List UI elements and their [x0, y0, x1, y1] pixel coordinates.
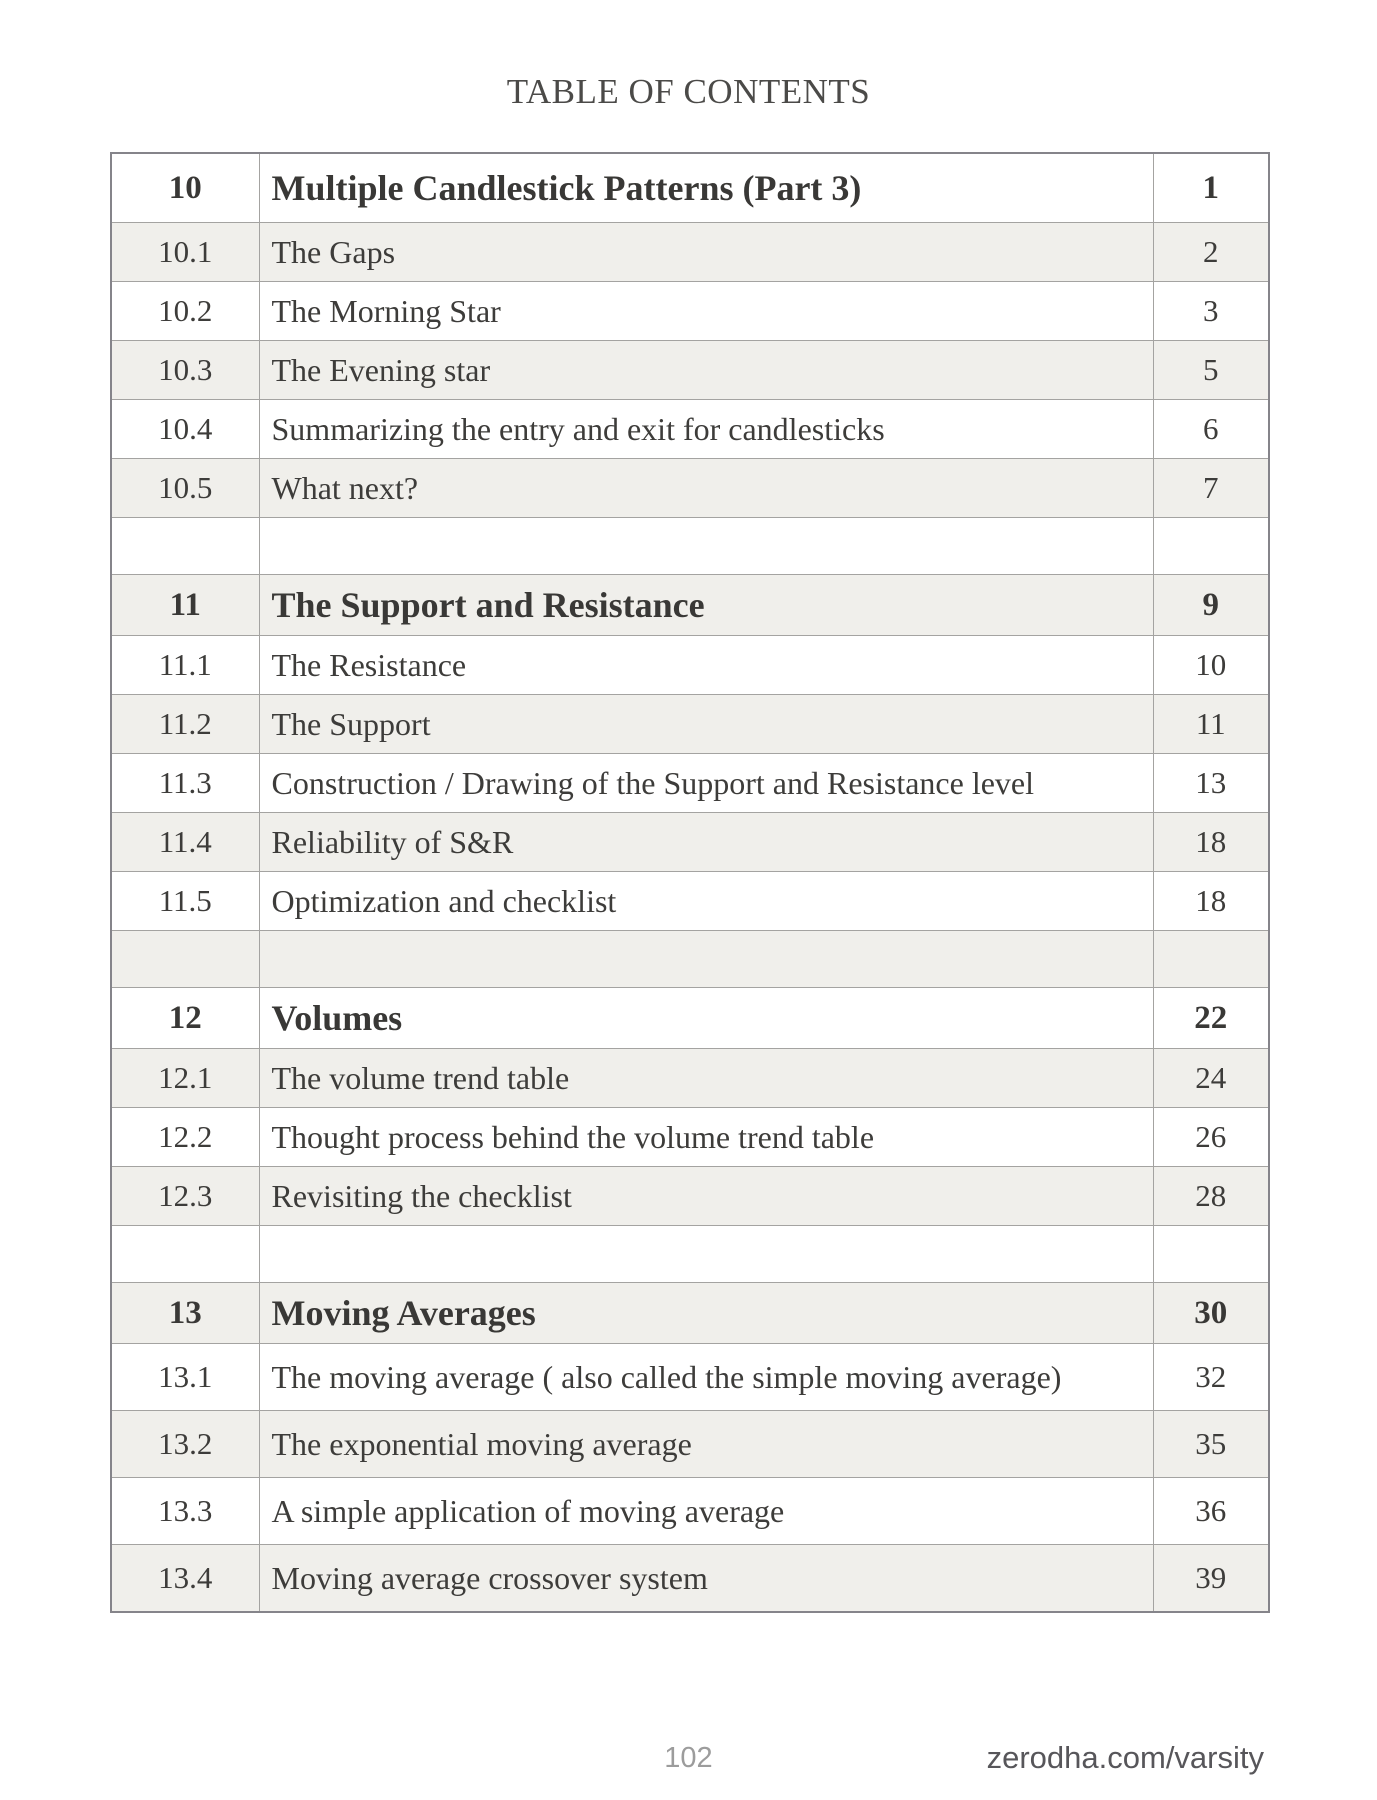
toc-chapter-title: The exponential moving average	[259, 1411, 1153, 1478]
toc-page-number: 35	[1153, 1411, 1269, 1478]
toc-chapter-number: 10.2	[111, 282, 259, 341]
toc-row-10.3	[111, 341, 1269, 400]
toc-page-number: 32	[1153, 1344, 1269, 1411]
toc-chapter-title: What next?	[259, 459, 1153, 518]
toc-page-number: 10	[1153, 636, 1269, 695]
toc-chapter-title: Construction / Drawing of the Support and Resistance level	[259, 754, 1153, 813]
toc-row-11.5	[111, 872, 1269, 931]
toc-spacer-row	[111, 518, 1269, 575]
toc-chapter-number: 12.3	[111, 1167, 259, 1226]
toc-page-number: 1	[1153, 153, 1269, 223]
toc-spacer-row	[111, 931, 1269, 988]
toc-page-number: 7	[1153, 459, 1269, 518]
toc-page-number	[1153, 931, 1269, 988]
toc-page-number: 39	[1153, 1545, 1269, 1613]
toc-row-11.4	[111, 813, 1269, 872]
toc-chapter-title: Thought process behind the volume trend table	[259, 1108, 1153, 1167]
toc-chapter-number: 12.2	[111, 1108, 259, 1167]
toc-chapter-title: The Morning Star	[259, 282, 1153, 341]
toc-page-number: 36	[1153, 1478, 1269, 1545]
toc-chapter-number: 12.1	[111, 1049, 259, 1108]
toc-row-13.4	[111, 1545, 1269, 1613]
toc-chapter-title: The Support and Resistance	[259, 575, 1153, 636]
toc-row-10.5	[111, 459, 1269, 518]
toc-page-number	[1153, 1226, 1269, 1283]
toc-table-body	[111, 153, 1269, 1612]
toc-row-12.3	[111, 1167, 1269, 1226]
toc-row-11.2	[111, 695, 1269, 754]
toc-chapter-number: 11.4	[111, 813, 259, 872]
toc-row-10.4	[111, 400, 1269, 459]
toc-chapter-number: 13.1	[111, 1344, 259, 1411]
footer-site-link[interactable]: zerodha.com/varsity	[986, 1740, 1264, 1775]
toc-chapter-number: 13.2	[111, 1411, 259, 1478]
toc-chapter-number: 10.1	[111, 223, 259, 282]
toc-page-number: 5	[1153, 341, 1269, 400]
toc-chapter-title: Optimization and checklist	[259, 872, 1153, 931]
toc-chapter-title: Moving Averages	[259, 1283, 1153, 1344]
toc-page-number: 13	[1153, 754, 1269, 813]
toc-table	[110, 152, 1270, 1613]
toc-row-10.2	[111, 282, 1269, 341]
toc-page-number: 24	[1153, 1049, 1269, 1108]
toc-page-number: 18	[1153, 813, 1269, 872]
toc-chapter-title: The moving average ( also called the simple moving average)	[259, 1344, 1153, 1411]
toc-row-10.1	[111, 223, 1269, 282]
toc-chapter-title: A simple application of moving average	[259, 1478, 1153, 1545]
toc-chapter-number	[111, 518, 259, 575]
toc-page-number: 11	[1153, 695, 1269, 754]
toc-row-10	[111, 153, 1269, 223]
toc-page-number: 22	[1153, 988, 1269, 1049]
toc-chapter-title	[259, 931, 1153, 988]
toc-chapter-title: The volume trend table	[259, 1049, 1153, 1108]
toc-row-13.3	[111, 1478, 1269, 1545]
toc-page-number	[1153, 518, 1269, 575]
toc-chapter-number: 11	[111, 575, 259, 636]
toc-page-number: 6	[1153, 400, 1269, 459]
toc-chapter-title: Multiple Candlestick Patterns (Part 3)	[259, 153, 1153, 223]
toc-chapter-number: 10.3	[111, 341, 259, 400]
toc-chapter-title	[259, 1226, 1153, 1283]
toc-chapter-number: 11.5	[111, 872, 259, 931]
toc-row-13.2	[111, 1411, 1269, 1478]
toc-chapter-number: 10.4	[111, 400, 259, 459]
toc-row-13.1	[111, 1344, 1269, 1411]
toc-row-12.1	[111, 1049, 1269, 1108]
toc-chapter-number: 11.1	[111, 636, 259, 695]
toc-chapter-title: The Resistance	[259, 636, 1153, 695]
toc-page-number: 28	[1153, 1167, 1269, 1226]
toc-page-number: 18	[1153, 872, 1269, 931]
toc-chapter-number: 10.5	[111, 459, 259, 518]
toc-row-12.2	[111, 1108, 1269, 1167]
toc-page-number: 3	[1153, 282, 1269, 341]
toc-page-number: 26	[1153, 1108, 1269, 1167]
toc-chapter-number: 11.3	[111, 754, 259, 813]
toc-row-11	[111, 575, 1269, 636]
toc-chapter-title: The Evening star	[259, 341, 1153, 400]
toc-chapter-number	[111, 1226, 259, 1283]
toc-chapter-title	[259, 518, 1153, 575]
toc-spacer-row	[111, 1226, 1269, 1283]
toc-row-11.1	[111, 636, 1269, 695]
toc-row-13	[111, 1283, 1269, 1344]
toc-chapter-title: Moving average crossover system	[259, 1545, 1153, 1613]
toc-chapter-number: 13	[111, 1283, 259, 1344]
toc-page-number: 2	[1153, 223, 1269, 282]
toc-chapter-title: Summarizing the entry and exit for candlesticks	[259, 400, 1153, 459]
toc-page-number: 9	[1153, 575, 1269, 636]
toc-chapter-title: Volumes	[259, 988, 1153, 1049]
footer-page-number: 102	[664, 1742, 713, 1774]
toc-row-12	[111, 988, 1269, 1049]
toc-chapter-number: 13.3	[111, 1478, 259, 1545]
toc-chapter-number: 13.4	[111, 1545, 259, 1613]
toc-row-11.3	[111, 754, 1269, 813]
toc-chapter-number: 11.2	[111, 695, 259, 754]
toc-chapter-title: Reliability of S&R	[259, 813, 1153, 872]
toc-chapter-number: 12	[111, 988, 259, 1049]
toc-page-number: 30	[1153, 1283, 1269, 1344]
page-title: TABLE OF CONTENTS	[506, 72, 871, 111]
toc-chapter-title: Revisiting the checklist	[259, 1167, 1153, 1226]
toc-chapter-title: The Support	[259, 695, 1153, 754]
toc-chapter-number	[111, 931, 259, 988]
toc-chapter-title: The Gaps	[259, 223, 1153, 282]
toc-chapter-number: 10	[111, 153, 259, 223]
